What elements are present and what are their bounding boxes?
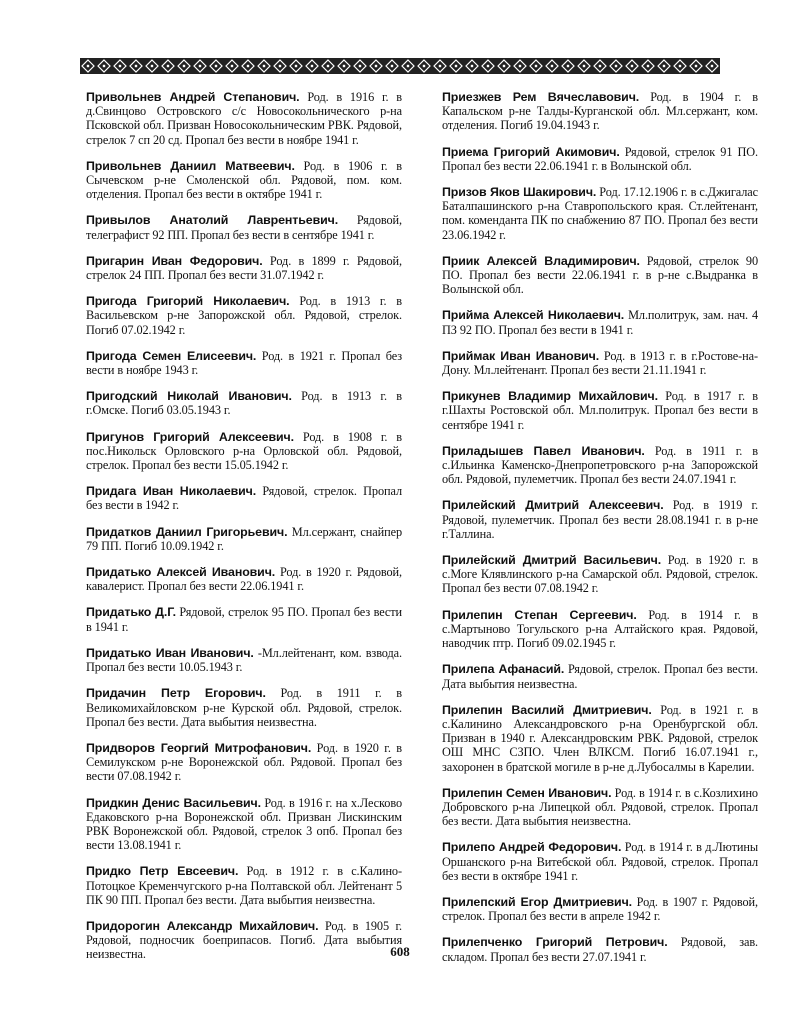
ornament-dot bbox=[183, 65, 185, 67]
entry-name: Придатько Д.Г. bbox=[86, 605, 176, 620]
entry-text: Род. в 1913 г. в г.Омске. Погиб 03.05.1943 г. bbox=[86, 389, 402, 418]
entry-text: Рядовой, стрелок 95 ПО. Пропал без вести в 1941 г. bbox=[86, 605, 402, 634]
ornament-dot bbox=[599, 65, 601, 67]
entry bbox=[86, 796, 402, 853]
entry-name: Приладышев Павел Иванович. bbox=[442, 443, 645, 458]
entry-name: Прилейский Дмитрий Васильевич. bbox=[442, 553, 662, 568]
entry-text: Род. в 1920 г. Рядовой, кавалерист. Пропал без вести 22.06.1941 г. bbox=[86, 565, 402, 594]
ornament-dot bbox=[503, 65, 505, 67]
entry-text: Род. 17.12.1906 г. в с.Джигалас Баталпашинского р-на Ставропольского края. Ст.лейтенант, пом. коменданта ПК по снабжению 87 ПО. Пропал без вести 23.06.1942 г. bbox=[442, 185, 758, 242]
ornament-dot bbox=[119, 65, 121, 67]
entry-name: Придкин Денис Васильевич. bbox=[86, 795, 261, 810]
entry bbox=[86, 159, 402, 202]
entry-name: Пригода Григорий Николаевич. bbox=[86, 294, 290, 309]
entry bbox=[442, 703, 758, 774]
ornament-dot bbox=[535, 65, 537, 67]
entry bbox=[442, 308, 758, 336]
entry-name: Приема Григорий Акимович. bbox=[442, 144, 620, 159]
entry bbox=[86, 605, 402, 633]
entry bbox=[86, 646, 402, 674]
entry-text: Рядовой, зав. складом. Пропал без вести 27.07.1941 г. bbox=[442, 935, 758, 964]
ornament-dot bbox=[583, 65, 585, 67]
entry bbox=[442, 608, 758, 651]
entry bbox=[442, 349, 758, 377]
entry-text: Мл.политрук, зам. нач. 4 ПЗ 92 ПО. Пропал без вести в 1941 г. bbox=[442, 308, 758, 337]
entry-name: Привольнев Андрей Степанович. bbox=[86, 90, 300, 104]
ornament-dot bbox=[87, 65, 89, 67]
entry-name: Прилепский Егор Дмитриевич. bbox=[442, 894, 633, 909]
entry-name: Приик Алексей Владимирович. bbox=[442, 253, 640, 268]
entry bbox=[86, 565, 402, 593]
entry-name: Прилепченко Григорий Петрович. bbox=[442, 935, 668, 950]
entry bbox=[86, 349, 402, 377]
entry bbox=[86, 525, 402, 553]
ornament-dot bbox=[391, 65, 393, 67]
left-column bbox=[86, 90, 402, 974]
entry bbox=[86, 484, 402, 512]
entry-name: Прилепин Семен Иванович. bbox=[442, 785, 612, 800]
ornament-dot bbox=[615, 65, 617, 67]
entry-name: Придатько Алексей Иванович. bbox=[86, 565, 276, 580]
entry bbox=[442, 254, 758, 297]
entry-text: Род. в 1907 г. Рядовой, стрелок. Пропал без вести в апреле 1942 г. bbox=[442, 894, 758, 924]
entry-name: Пригунов Григорий Алексеевич. bbox=[86, 429, 294, 444]
entry-text: Род. в 1899 г. Рядовой, стрелок 24 ПП. Пропал без вести 31.07.1942 г. bbox=[86, 253, 402, 283]
entry-name: Прикунев Владимир Михайлович. bbox=[442, 389, 658, 404]
entry-name: Придага Иван Николаевич. bbox=[86, 484, 257, 499]
entry bbox=[86, 864, 402, 907]
entry bbox=[442, 895, 758, 923]
entry-name: Пригода Семен Елисеевич. bbox=[86, 348, 257, 363]
entry bbox=[86, 686, 402, 729]
ornament-dot bbox=[551, 65, 553, 67]
ornament-dot bbox=[295, 65, 297, 67]
entry-text: Род. в 1904 г. в Капальском р-не Талды-Курганской обл. Мл.сержант, ком. отделения. Погиб 19.04.1943 г. bbox=[442, 90, 759, 133]
ornament-dot bbox=[167, 65, 169, 67]
entry-name: Придатько Иван Иванович. bbox=[86, 645, 254, 660]
entry-text: Род. в 1911 г. в Великомихайловском р-не Курской обл. Рядовой, стрелок. Пропал без вести. Дата выбытия неизвестна. bbox=[86, 686, 402, 729]
entry-text: Род. в 1913 г. в г.Ростове-на-Дону. Мл.лейтенант. Пропал без вести 21.11.1941 г. bbox=[442, 348, 758, 378]
entry-name: Привольнев Даниил Матвеевич. bbox=[86, 158, 295, 173]
entry bbox=[86, 294, 402, 337]
entry-text: Род. в 1914 г. в д.Лютины Оршанского р-на Витебской обл. Рядовой, стрелок. Пропал без вести в октябре 1941 г. bbox=[442, 840, 758, 883]
entry-name: Пригодский Николай Иванович. bbox=[86, 389, 292, 404]
ornament-dot bbox=[359, 65, 361, 67]
entry-text: Род. в 1911 г. в с.Ильинка Каменско-Днепропетровского р-на Запорожской обл. Рядовой, пулеметчик. Пропал без вести 24.07.1941 г. bbox=[442, 443, 759, 487]
entry-text: Род. в 1921 г. Пропал без вести в ноябре 1943 г. bbox=[86, 348, 403, 378]
ornament-dot bbox=[631, 65, 633, 67]
ornament-dot bbox=[647, 65, 649, 67]
ornament-dot bbox=[135, 65, 137, 67]
entry-text: Род. в 1919 г. Рядовой, пулеметчик. Пропал без вести 28.08.1941 г. в р-не г.Таллина. bbox=[442, 498, 758, 541]
ornament-dot bbox=[407, 65, 409, 67]
ornament-dot bbox=[455, 65, 457, 67]
entry-name: Приймак Иван Иванович. bbox=[442, 348, 600, 363]
entry-name: Придатков Даниил Григорьевич. bbox=[86, 524, 288, 539]
ornament-dot bbox=[487, 65, 489, 67]
entry-text: Рядовой, стрелок 90 ПО. Пропал без вести 22.06.1941 г. в р-не с.Выдранка в Волынской обл. bbox=[442, 253, 758, 297]
entry-name: Призов Яков Шакирович. bbox=[442, 185, 597, 200]
ornament-dot bbox=[567, 65, 569, 67]
ornament-dot bbox=[199, 65, 201, 67]
entry-name: Приезжев Рем Вячеславович. bbox=[442, 90, 640, 104]
ornament-dot bbox=[279, 65, 281, 67]
entry-text: Рядовой, стрелок. Пропал без вести в 1942 г. bbox=[86, 484, 402, 513]
entry bbox=[442, 185, 758, 242]
entry-text: Род. в 1914 г. в с.Мартыново Тогульского р-на Алтайского края. Рядовой, наводчик птр. Погиб 09.02.1945 г. bbox=[442, 607, 758, 651]
entry-text: Род. в 1913 г. в Васильевском р-не Запорожской обл. Рядовой, стрелок. Погиб 07.02.1942 г. bbox=[86, 294, 402, 337]
entry-text: Род. в 1908 г. в пос.Никольск Орловского р-на Орловской обл. Рядовой, стрелок. Пропал без вести 15.05.1942 г. bbox=[86, 429, 402, 473]
entry bbox=[442, 444, 758, 487]
entry bbox=[442, 662, 758, 690]
ornament-dot bbox=[679, 65, 681, 67]
entry-name: Прийма Алексей Николаевич. bbox=[442, 308, 625, 323]
entry-text: Род. в 1914 г. в с.Козлихино Добровского р-на Липецкой обл. Рядовой, стрелок. Пропал без вести. Дата выбытия неизвестна. bbox=[442, 785, 758, 829]
entry-name: Прилепин Василий Дмитриевич. bbox=[442, 702, 652, 717]
ornament-dot bbox=[311, 65, 313, 67]
entry-name: Пригарин Иван Федорович. bbox=[86, 253, 263, 268]
entry-name: Придачин Петр Егорович. bbox=[86, 686, 266, 701]
entry bbox=[442, 498, 758, 541]
entry-text: Род. в 1917 г. в г.Шахты Ростовской обл. Мл.политрук. Пропал без вести в сентябре 1941 г. bbox=[442, 389, 758, 432]
ornament-dot bbox=[375, 65, 377, 67]
entry-name: Прилепо Андрей Федорович. bbox=[442, 840, 622, 855]
entry-text: Рядовой, стрелок. Пропал без вести. Дата выбытия неизвестна. bbox=[442, 662, 758, 691]
entry-name: Прилепин Степан Сергеевич. bbox=[442, 607, 637, 622]
entry-text: Род. в 1920 г. в с.Моге Клявлинского р-на Самарской обл. Рядовой, стрелок. Пропал без вести 07.08.1942 г. bbox=[442, 553, 758, 596]
entry bbox=[86, 389, 402, 417]
ornament-dot bbox=[215, 65, 217, 67]
entry-name: Привылов Анатолий Лаврентьевич. bbox=[86, 213, 339, 228]
ornament-dot bbox=[103, 65, 105, 67]
ornament-dot bbox=[247, 65, 249, 67]
ornament-dot bbox=[263, 65, 265, 67]
ornament-dot bbox=[519, 65, 521, 67]
entry-name: Прилейский Дмитрий Алексеевич. bbox=[442, 498, 664, 513]
page-number: 608 bbox=[390, 944, 410, 959]
entry-text: Род. в 1905 г. Рядовой, подносчик боеприпасов. Погиб. Дата выбытия неизвестна. bbox=[86, 918, 403, 962]
entry-text: Мл.сержант, снайпер 79 ПП. Погиб 10.09.1942 г. bbox=[86, 524, 402, 553]
ornament-dot bbox=[151, 65, 153, 67]
right-column bbox=[442, 90, 758, 976]
entry bbox=[442, 145, 758, 173]
ornament-dot bbox=[231, 65, 233, 67]
entry bbox=[442, 553, 758, 596]
ornament-band bbox=[80, 58, 720, 74]
entry bbox=[86, 90, 402, 147]
entry-name: Придко Петр Евсеевич. bbox=[86, 864, 239, 879]
entry bbox=[442, 786, 758, 829]
entry-name: Придворов Георгий Митрофанович. bbox=[86, 740, 312, 755]
ornament-dot bbox=[471, 65, 473, 67]
ornament-dot bbox=[423, 65, 425, 67]
ornament-dot bbox=[327, 65, 329, 67]
entry bbox=[86, 213, 402, 241]
entry-text: Род. в 1916 г. на х.Лесково Едаковского р-на Воронежской обл. Призван Лискинским РВК Воронежской обл. Рядовой, стрелок 3 опб. Пропал без вести 13.08.1941 г. bbox=[86, 795, 403, 853]
ornament-dot bbox=[663, 65, 665, 67]
entry bbox=[86, 741, 402, 784]
ornament-dot bbox=[343, 65, 345, 67]
entry-text: Род. в 1921 г. в с.Калинино Александровского р-на Оренбургской обл. Призван в 1940 г. Александровским РВК. Рядовой, стрелок ОШ МНС СЗПО. Член ВЛКСМ. Погиб 16.07.1941 г., захоронен в братской могиле в р-не д.Лубосалмы в Карелии. bbox=[442, 702, 758, 774]
entry-text: Род. в 1906 г. в Сычевском р-не Смоленской обл. Рядовой, пом. ком. отделения. Пропал без вести в октябре 1941 г. bbox=[86, 158, 403, 202]
entry-text: Рядовой, телеграфист 92 ПП. Пропал без вести в сентябре 1941 г. bbox=[86, 213, 402, 242]
ornament-dot bbox=[711, 65, 713, 67]
ornament-dot bbox=[439, 65, 441, 67]
entry bbox=[442, 389, 758, 432]
entry-name: Прилепа Афанасий. bbox=[442, 662, 565, 677]
entry-text: -Мл.лейтенант, ком. взвода. Пропал без вести 10.05.1943 г. bbox=[86, 645, 402, 675]
entry bbox=[86, 254, 402, 282]
entry bbox=[86, 430, 402, 473]
entry-text: Род. в 1916 г. в д.Свинцово Островского с/с Новосокольнического р-на Псковской обл. Призван Новосокольническим РВК. Рядовой, стрелок 7 сп 20 сд. Пропал без вести в ноябре 1941 г. bbox=[86, 90, 402, 147]
entry-text: Рядовой, стрелок 91 ПО. Пропал без вести 22.06.1941 г. в Волынской обл. bbox=[442, 144, 758, 173]
entry bbox=[442, 90, 758, 133]
entry-name: Придорогин Александр Михайлович. bbox=[86, 918, 319, 933]
entry-text: Род. в 1912 г. в с.Калино-Потоцкое Кременчугского р-на Полтавской обл. Лейтенант 5 ПК 90 ПП. Пропал без вести. Дата выбытия неизвестна. bbox=[86, 864, 402, 907]
ornament-dot bbox=[695, 65, 697, 67]
entry bbox=[442, 840, 758, 883]
entry-text: Род. в 1920 г. в Семилукском р-не Воронежской обл. Рядовой. Пропал без вести 07.08.1942 г. bbox=[86, 740, 403, 784]
decorative-ornament-border bbox=[80, 56, 720, 76]
